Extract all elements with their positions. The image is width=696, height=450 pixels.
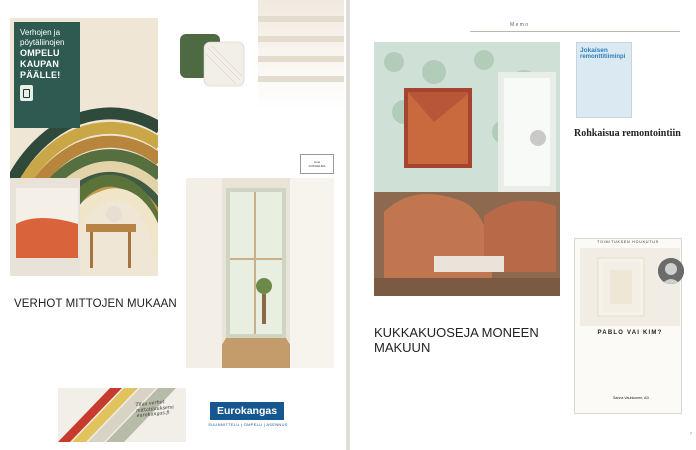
book-title-b: remonttitiiminpi: [580, 54, 626, 60]
author-avatar: [658, 258, 684, 284]
handwritten-note: Tilaa verhot mittatilauksena eurokangas.fi: [135, 400, 175, 420]
logo-tagline: SUUNNITTELU | OMPELU | ASENNUS: [208, 422, 288, 427]
pablo-title: PABLO VAI KIM?: [597, 330, 663, 336]
product-label: Uusi KOKOELMA: [300, 154, 334, 174]
quality-seal-icon: [20, 85, 33, 101]
promo-line-1: Verhojen ja: [20, 28, 61, 37]
book-title-a: Jokaisen: [580, 47, 608, 54]
promo-box: [14, 22, 80, 128]
editor-signature: Sanna Vauhkonen, AD: [612, 396, 650, 400]
rohkaisua-heading: Rohkaisua remontointiin: [574, 128, 681, 139]
living-room-photo: [374, 42, 560, 296]
page-number: 7: [690, 432, 692, 436]
header-rule: [470, 31, 680, 32]
promo-line-3: OMPELU: [20, 48, 60, 58]
promo-line-2: pöytäliinojen: [20, 38, 65, 47]
window-curtains-photo: [186, 178, 334, 368]
roman-blind-photo: [258, 0, 344, 110]
pillows-photo: [176, 28, 248, 92]
left-heading: VERHOT MITTOJEN MUKAAN: [14, 298, 177, 310]
editor-pick-label: TOIMITUKSEN HOUKUTUS: [597, 240, 659, 244]
promo-line-5: PÄÄLLE!: [20, 70, 61, 80]
promo-line-4: KAUPAN: [20, 59, 60, 69]
kukkakuoseja-heading: KUKKAKUOSEJA MONEEN MAKUUN: [374, 325, 539, 355]
section-label: Memo: [510, 22, 530, 28]
book-cover: [576, 42, 632, 118]
eurokangas-logo: Eurokangas: [210, 402, 284, 420]
